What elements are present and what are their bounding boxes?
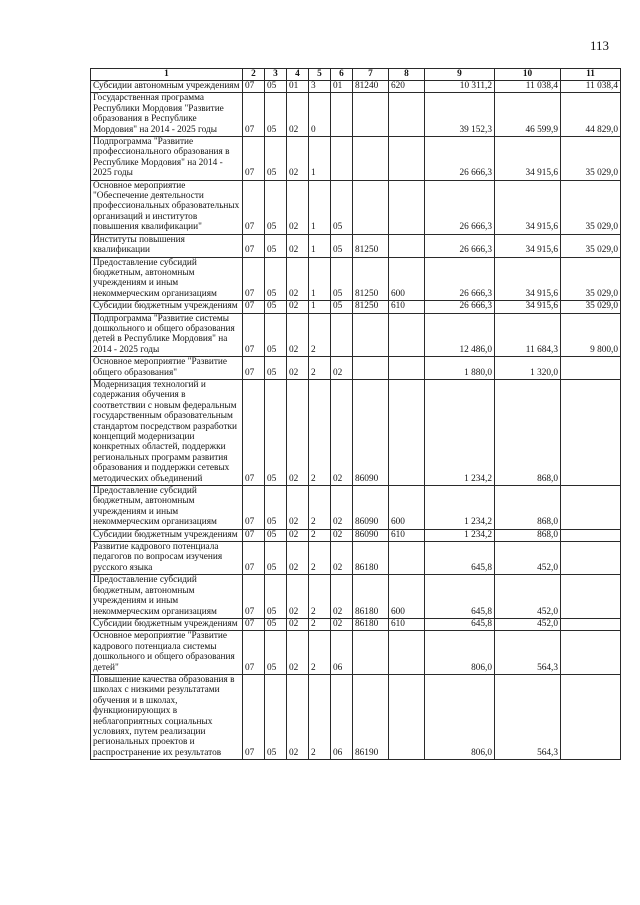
- amount-2025-cell: 35 029,0: [561, 180, 621, 234]
- amount-2023-cell: 806,0: [425, 631, 495, 675]
- program-cell: 02: [287, 618, 309, 630]
- table-row: [91, 486, 621, 530]
- direction-cell: 86090: [353, 529, 389, 541]
- subsection-cell: 05: [265, 301, 287, 313]
- program-cell: 02: [287, 234, 309, 257]
- section-cell: 07: [243, 529, 265, 541]
- measure-cell: 05: [331, 234, 353, 257]
- amount-2023-cell: 39 152,3: [425, 93, 495, 137]
- name-cell: Институты повышения квалификации: [91, 234, 243, 257]
- section-cell: 07: [243, 357, 265, 380]
- table-row: [91, 379, 621, 485]
- amount-2025-cell: 9 800,0: [561, 313, 621, 357]
- table-row: [91, 180, 621, 234]
- expense-type-cell: [389, 137, 425, 181]
- subprogram-cell: 2: [309, 486, 331, 530]
- program-cell: 02: [287, 542, 309, 575]
- subprogram-cell: 2: [309, 618, 331, 630]
- measure-cell: 01: [331, 81, 353, 93]
- header-cell: 3: [265, 69, 287, 81]
- measure-cell: 05: [331, 180, 353, 234]
- direction-cell: 86090: [353, 486, 389, 530]
- subsection-cell: 05: [265, 674, 287, 759]
- subsection-cell: 05: [265, 180, 287, 234]
- subprogram-cell: 1: [309, 234, 331, 257]
- direction-cell: [353, 180, 389, 234]
- table-row: [91, 93, 621, 137]
- subprogram-cell: 1: [309, 257, 331, 301]
- amount-2023-cell: 645,8: [425, 542, 495, 575]
- amount-2025-cell: [561, 357, 621, 380]
- table-row: [91, 575, 621, 619]
- expense-type-cell: 610: [389, 529, 425, 541]
- section-cell: 07: [243, 234, 265, 257]
- expense-type-cell: [389, 180, 425, 234]
- amount-2025-cell: 35 029,0: [561, 301, 621, 313]
- expense-type-cell: [389, 234, 425, 257]
- subprogram-cell: 2: [309, 542, 331, 575]
- section-cell: 07: [243, 631, 265, 675]
- program-cell: 02: [287, 486, 309, 530]
- header-cell: 9: [425, 69, 495, 81]
- table-row: [91, 529, 621, 541]
- header-cell: 2: [243, 69, 265, 81]
- amount-2023-cell: 1 234,2: [425, 529, 495, 541]
- expense-type-cell: [389, 379, 425, 485]
- subsection-cell: 05: [265, 631, 287, 675]
- measure-cell: [331, 137, 353, 181]
- measure-cell: 02: [331, 542, 353, 575]
- table-row: [91, 542, 621, 575]
- table-row: [91, 81, 621, 93]
- header-cell: 1: [91, 69, 243, 81]
- measure-cell: 02: [331, 529, 353, 541]
- program-cell: 02: [287, 575, 309, 619]
- amount-2025-cell: 44 829,0: [561, 93, 621, 137]
- table-row: [91, 234, 621, 257]
- subsection-cell: 05: [265, 234, 287, 257]
- amount-2023-cell: 26 666,3: [425, 137, 495, 181]
- subprogram-cell: 2: [309, 313, 331, 357]
- subsection-cell: 05: [265, 137, 287, 181]
- amount-2023-cell: 645,8: [425, 575, 495, 619]
- direction-cell: 81250: [353, 301, 389, 313]
- program-cell: 02: [287, 357, 309, 380]
- section-cell: 07: [243, 379, 265, 485]
- amount-2025-cell: [561, 379, 621, 485]
- amount-2025-cell: [561, 631, 621, 675]
- program-cell: 02: [287, 301, 309, 313]
- amount-2025-cell: 35 029,0: [561, 234, 621, 257]
- measure-cell: 02: [331, 357, 353, 380]
- amount-2023-cell: 1 234,2: [425, 486, 495, 530]
- section-cell: 07: [243, 93, 265, 137]
- amount-2023-cell: 26 666,3: [425, 301, 495, 313]
- section-cell: 07: [243, 542, 265, 575]
- amount-2024-cell: 868,0: [495, 486, 561, 530]
- name-cell: Подпрограмма "Развитие профессионального образования в Республике Мордовия" на 2014 - 2025 годы: [91, 137, 243, 181]
- table-row: [91, 618, 621, 630]
- subsection-cell: 05: [265, 81, 287, 93]
- direction-cell: [353, 313, 389, 357]
- name-cell: Развитие кадрового потенциала педагогов по вопросам изучения русского языка: [91, 542, 243, 575]
- amount-2024-cell: 452,0: [495, 618, 561, 630]
- amount-2024-cell: 868,0: [495, 379, 561, 485]
- amount-2023-cell: 10 311,2: [425, 81, 495, 93]
- subsection-cell: 05: [265, 379, 287, 485]
- subsection-cell: 05: [265, 542, 287, 575]
- measure-cell: 05: [331, 301, 353, 313]
- measure-cell: [331, 93, 353, 137]
- amount-2025-cell: [561, 674, 621, 759]
- expense-type-cell: 610: [389, 618, 425, 630]
- direction-cell: [353, 357, 389, 380]
- subsection-cell: 05: [265, 575, 287, 619]
- measure-cell: 02: [331, 618, 353, 630]
- amount-2024-cell: 452,0: [495, 575, 561, 619]
- amount-2024-cell: 34 915,6: [495, 257, 561, 301]
- direction-cell: 86190: [353, 674, 389, 759]
- amount-2025-cell: [561, 575, 621, 619]
- subprogram-cell: 1: [309, 137, 331, 181]
- amount-2025-cell: [561, 529, 621, 541]
- amount-2023-cell: 26 666,3: [425, 257, 495, 301]
- direction-cell: 86090: [353, 379, 389, 485]
- budget-table: [90, 68, 621, 760]
- subprogram-cell: 0: [309, 93, 331, 137]
- subsection-cell: 05: [265, 93, 287, 137]
- amount-2023-cell: 806,0: [425, 674, 495, 759]
- direction-cell: 86180: [353, 542, 389, 575]
- direction-cell: 81250: [353, 257, 389, 301]
- measure-cell: 02: [331, 486, 353, 530]
- table-row: [91, 257, 621, 301]
- header-cell: 6: [331, 69, 353, 81]
- amount-2024-cell: 34 915,6: [495, 234, 561, 257]
- amount-2024-cell: 11 684,3: [495, 313, 561, 357]
- subprogram-cell: 3: [309, 81, 331, 93]
- subsection-cell: 05: [265, 486, 287, 530]
- section-cell: 07: [243, 137, 265, 181]
- direction-cell: 86180: [353, 618, 389, 630]
- amount-2024-cell: 564,3: [495, 631, 561, 675]
- program-cell: 02: [287, 631, 309, 675]
- amount-2024-cell: 452,0: [495, 542, 561, 575]
- expense-type-cell: [389, 313, 425, 357]
- table-row: [91, 357, 621, 380]
- program-cell: 02: [287, 529, 309, 541]
- section-cell: 07: [243, 301, 265, 313]
- section-cell: 07: [243, 257, 265, 301]
- expense-type-cell: [389, 357, 425, 380]
- direction-cell: 81240: [353, 81, 389, 93]
- amount-2024-cell: 564,3: [495, 674, 561, 759]
- section-cell: 07: [243, 81, 265, 93]
- measure-cell: 06: [331, 674, 353, 759]
- name-cell: Субсидии автономным учреждениям: [91, 81, 243, 93]
- amount-2024-cell: 11 038,4: [495, 81, 561, 93]
- program-cell: 02: [287, 257, 309, 301]
- amount-2025-cell: 11 038,4: [561, 81, 621, 93]
- amount-2023-cell: 12 486,0: [425, 313, 495, 357]
- subsection-cell: 05: [265, 529, 287, 541]
- section-cell: 07: [243, 486, 265, 530]
- amount-2023-cell: 1 880,0: [425, 357, 495, 380]
- section-cell: 07: [243, 674, 265, 759]
- expense-type-cell: [389, 93, 425, 137]
- measure-cell: 05: [331, 257, 353, 301]
- name-cell: Основное мероприятие "Обеспечение деятельности профессиональных образовательных организаций и институтов повышения квалификации": [91, 180, 243, 234]
- table-row: [91, 313, 621, 357]
- subsection-cell: 05: [265, 313, 287, 357]
- expense-type-cell: 620: [389, 81, 425, 93]
- subsection-cell: 05: [265, 257, 287, 301]
- expense-type-cell: 600: [389, 486, 425, 530]
- subsection-cell: 05: [265, 618, 287, 630]
- header-cell: 8: [389, 69, 425, 81]
- header-cell: 4: [287, 69, 309, 81]
- subprogram-cell: 2: [309, 674, 331, 759]
- expense-type-cell: [389, 631, 425, 675]
- direction-cell: 81250: [353, 234, 389, 257]
- amount-2023-cell: 1 234,2: [425, 379, 495, 485]
- measure-cell: 06: [331, 631, 353, 675]
- program-cell: 02: [287, 137, 309, 181]
- page-number: 113: [590, 38, 610, 53]
- section-cell: 07: [243, 575, 265, 619]
- header-cell: 11: [561, 69, 621, 81]
- header-cell: 7: [353, 69, 389, 81]
- amount-2024-cell: 868,0: [495, 529, 561, 541]
- expense-type-cell: [389, 674, 425, 759]
- measure-cell: 02: [331, 379, 353, 485]
- expense-type-cell: 600: [389, 575, 425, 619]
- program-cell: 02: [287, 93, 309, 137]
- direction-cell: 86180: [353, 575, 389, 619]
- amount-2025-cell: 35 029,0: [561, 257, 621, 301]
- table-row: [91, 674, 621, 759]
- subprogram-cell: 2: [309, 379, 331, 485]
- name-cell: Модернизация технологий и содержания обучения в соответствии с новым федеральным государственным образовательным стандартом посредством разработки концепций модернизации конкретных областей, поддержки региональных программ развития образования и поддержки сетевых методических объединений: [91, 379, 243, 485]
- name-cell: Государственная программа Республики Мордовия "Развитие образования в Республике Мордовия" на 2014 - 2025 годы: [91, 93, 243, 137]
- section-cell: 07: [243, 313, 265, 357]
- amount-2024-cell: 34 915,6: [495, 301, 561, 313]
- header-cell: 5: [309, 69, 331, 81]
- direction-cell: [353, 631, 389, 675]
- subprogram-cell: 2: [309, 575, 331, 619]
- program-cell: 02: [287, 674, 309, 759]
- section-cell: 07: [243, 180, 265, 234]
- expense-type-cell: 600: [389, 257, 425, 301]
- subsection-cell: 05: [265, 357, 287, 380]
- subprogram-cell: 2: [309, 631, 331, 675]
- amount-2023-cell: 26 666,3: [425, 234, 495, 257]
- amount-2023-cell: 645,8: [425, 618, 495, 630]
- subprogram-cell: 1: [309, 301, 331, 313]
- table-header-row: [91, 69, 621, 81]
- amount-2025-cell: 35 029,0: [561, 137, 621, 181]
- amount-2025-cell: [561, 486, 621, 530]
- program-cell: 02: [287, 313, 309, 357]
- name-cell: Подпрограмма "Развитие системы дошкольного и общего образования детей в Республике Мордовия" на 2014 - 2025 годы: [91, 313, 243, 357]
- name-cell: Субсидии бюджетным учреждениям: [91, 618, 243, 630]
- amount-2025-cell: [561, 618, 621, 630]
- name-cell: Повышение качества образования в школах с низкими результатами обучения и в школах, функционирующих в неблагоприятных социальных условиях, путем реализации региональных проектов и распространение их результатов: [91, 674, 243, 759]
- subprogram-cell: 1: [309, 180, 331, 234]
- amount-2025-cell: [561, 542, 621, 575]
- name-cell: Субсидии бюджетным учреждениям: [91, 529, 243, 541]
- name-cell: Предоставление субсидий бюджетным, автономным учреждениям и иным некоммерческим организациям: [91, 257, 243, 301]
- amount-2024-cell: 34 915,6: [495, 180, 561, 234]
- direction-cell: [353, 93, 389, 137]
- subprogram-cell: 2: [309, 357, 331, 380]
- measure-cell: [331, 313, 353, 357]
- table-row: [91, 301, 621, 313]
- measure-cell: 02: [331, 575, 353, 619]
- amount-2024-cell: 34 915,6: [495, 137, 561, 181]
- name-cell: Основное мероприятие "Развитие кадрового потенциала системы дошкольного и общего образования детей": [91, 631, 243, 675]
- table-row: [91, 137, 621, 181]
- program-cell: 02: [287, 180, 309, 234]
- amount-2023-cell: 26 666,3: [425, 180, 495, 234]
- name-cell: Предоставление субсидий бюджетным, автономным учреждениям и иным некоммерческим организациям: [91, 575, 243, 619]
- program-cell: 01: [287, 81, 309, 93]
- header-cell: 10: [495, 69, 561, 81]
- direction-cell: [353, 137, 389, 181]
- name-cell: Основное мероприятие "Развитие общего образования": [91, 357, 243, 380]
- amount-2024-cell: 46 599,9: [495, 93, 561, 137]
- table-row: [91, 631, 621, 675]
- expense-type-cell: 610: [389, 301, 425, 313]
- program-cell: 02: [287, 379, 309, 485]
- section-cell: 07: [243, 618, 265, 630]
- name-cell: Предоставление субсидий бюджетным, автономным учреждениям и иным некоммерческим организациям: [91, 486, 243, 530]
- subprogram-cell: 2: [309, 529, 331, 541]
- name-cell: Субсидии бюджетным учреждениям: [91, 301, 243, 313]
- amount-2024-cell: 1 320,0: [495, 357, 561, 380]
- expense-type-cell: [389, 542, 425, 575]
